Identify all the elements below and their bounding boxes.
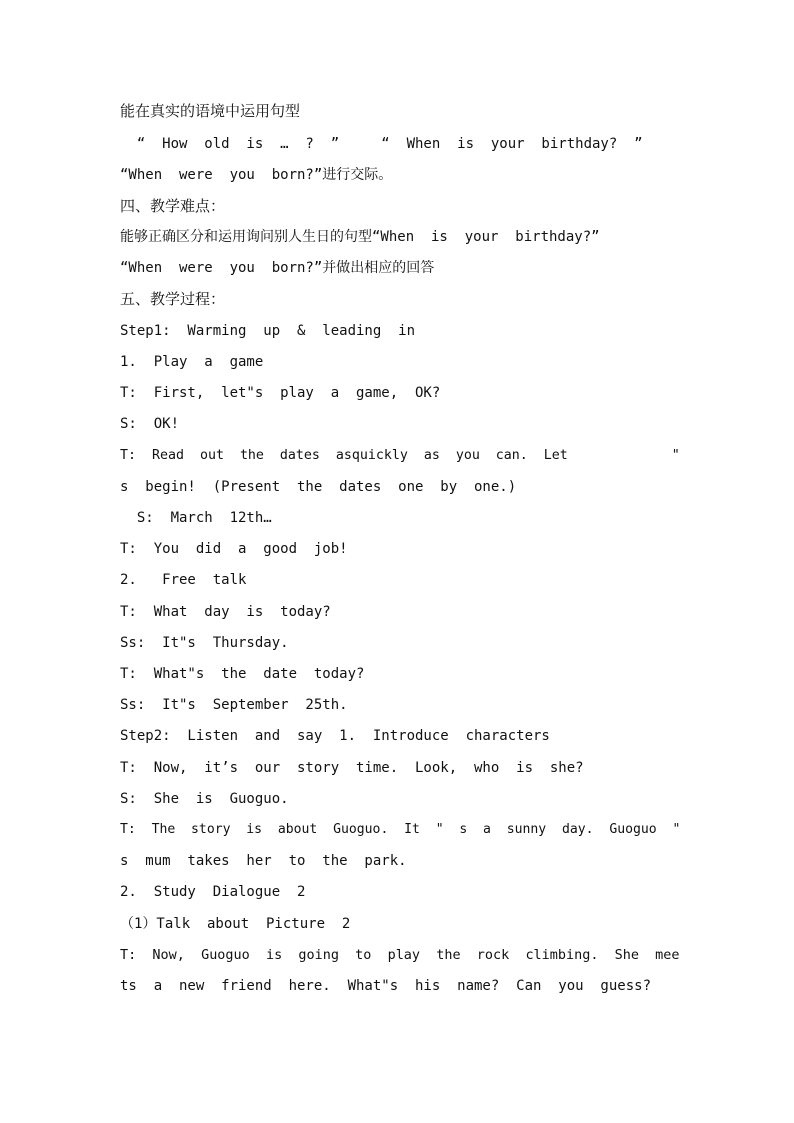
- text-line: 2. Study Dialogue 2: [120, 884, 306, 900]
- text-line: T: You did a good job!: [120, 541, 348, 557]
- text-line: ts a new friend here. What"s his name? Can you guess?: [120, 978, 652, 994]
- text-line: T: Read out the dates asquickly as you can. Let ": [120, 448, 680, 463]
- text-line: T: First, let"s play a game, OK?: [120, 385, 441, 401]
- text-line: s begin! (Present the dates one by one.): [120, 479, 517, 495]
- text-line: 2. Free talk: [120, 572, 247, 588]
- text-line: S: March 12th…: [120, 510, 272, 526]
- text-line: s mum takes her to the park.: [120, 853, 407, 869]
- text-line: “When were you born?”进行交际。: [120, 167, 393, 183]
- text-line: Ss: It"s September 25th.: [120, 697, 348, 713]
- text-line: “When were you born?”并做出相应的回答: [120, 260, 435, 276]
- text-line: T: What"s the date today?: [120, 666, 365, 682]
- text-line: （1）Talk about Picture 2: [120, 916, 351, 932]
- text-line: 1. Play a game: [120, 354, 264, 370]
- text-line: S: OK!: [120, 416, 180, 432]
- text-line: T: The story is about Guoguo. It " s a sunny day. Guoguo ": [120, 822, 681, 837]
- text-line: 能在真实的语境中运用句型: [120, 102, 301, 120]
- text-line: Step1: Warming up & leading in: [120, 323, 416, 339]
- text-line: T: Now, Guoguo is going to play the rock climbing. She mee: [120, 947, 680, 963]
- text-line: Step2: Listen and say 1. Introduce characters: [120, 728, 550, 744]
- text-line: T: What day is today?: [120, 604, 331, 620]
- text-line: Ss: It"s Thursday.: [120, 635, 289, 651]
- text-line: “ How old is … ? ” “ When is your birthday? ”: [120, 136, 643, 152]
- text-line: T: Now, it’s our story time. Look, who is she?: [120, 760, 584, 776]
- text-line: S: She is Guoguo.: [120, 791, 289, 807]
- section-heading: 五、教学过程：: [120, 290, 226, 308]
- text-line: 能够正确区分和运用询问别人生日的句型“When is your birthday?”: [120, 229, 600, 245]
- section-heading: 四、教学难点：: [120, 197, 226, 215]
